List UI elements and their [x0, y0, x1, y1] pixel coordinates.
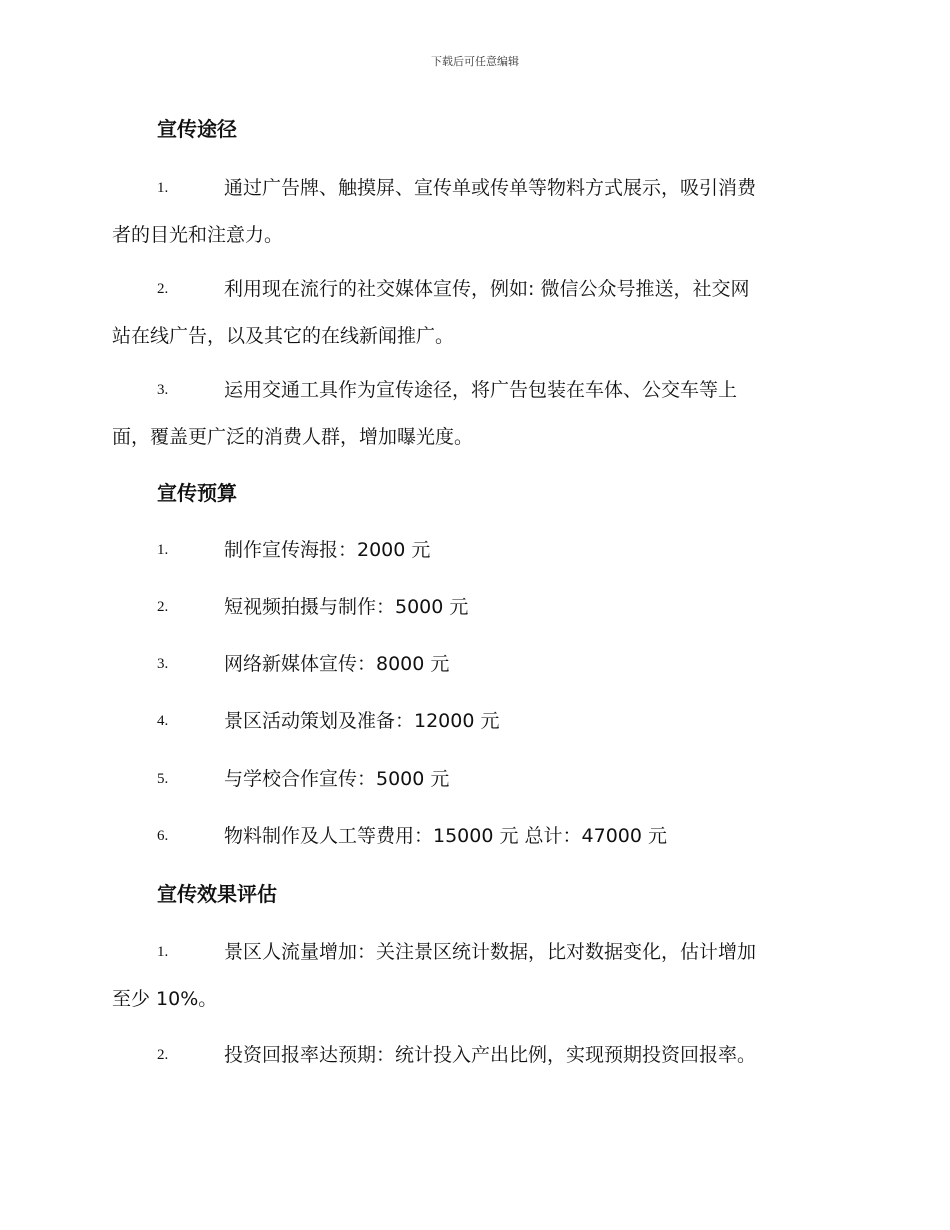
list-item-text-continued: 至少 10%。	[112, 988, 218, 1010]
page-header: 下载后可任意编辑	[431, 55, 519, 68]
list-item-text: 运用交通工具作为宣传途径，将广告包装在车体、公交车等上	[224, 379, 738, 401]
list-item-text: 制作宣传海报：2000 元	[224, 539, 431, 561]
list-item-text-continued: 面，覆盖更广泛的消费人群，增加曝光度。	[112, 426, 474, 448]
list-item-text: 网络新媒体宣传：8000 元	[224, 653, 450, 675]
list-item-text-continued: 站在线广告，以及其它的在线新闻推广。	[112, 325, 455, 347]
list-item-number: 1.	[157, 542, 169, 558]
section-heading-effect-evaluation: 宣传效果评估	[157, 882, 277, 906]
list-item-number: 1.	[157, 944, 169, 960]
list-item-text-continued: 者的目光和注意力。	[112, 224, 284, 246]
list-item-text: 与学校合作宣传：5000 元	[224, 768, 450, 790]
list-item-number: 4.	[157, 713, 169, 729]
list-item-text: 通过广告牌、触摸屏、宣传单或传单等物料方式展示，吸引消费	[224, 177, 757, 199]
list-item-number: 1.	[157, 180, 169, 196]
list-item-number: 2.	[157, 599, 169, 615]
section-heading-promotion-budget: 宣传预算	[157, 481, 237, 505]
list-item-number: 5.	[157, 771, 169, 787]
list-item-number: 2.	[157, 1047, 169, 1063]
section-heading-promotion-channels: 宣传途径	[157, 117, 237, 141]
list-item-text: 景区活动策划及准备：12000 元	[224, 710, 500, 732]
list-item-text: 投资回报率达预期：统计投入产出比例，实现预期投资回报率。	[224, 1044, 757, 1066]
list-item-text: 物料制作及人工等费用：15000 元 总计：47000 元	[224, 825, 668, 847]
list-item-text: 利用现在流行的社交媒体宣传，例如: 微信公众号推送，社交网	[224, 278, 750, 300]
list-item-text: 景区人流量增加：关注景区统计数据，比对数据变化，估计增加	[224, 941, 757, 963]
list-item-number: 6.	[157, 828, 169, 844]
list-item-number: 3.	[157, 382, 169, 398]
list-item-text: 短视频拍摄与制作：5000 元	[224, 596, 469, 618]
list-item-number: 2.	[157, 281, 169, 297]
list-item-number: 3.	[157, 656, 169, 672]
